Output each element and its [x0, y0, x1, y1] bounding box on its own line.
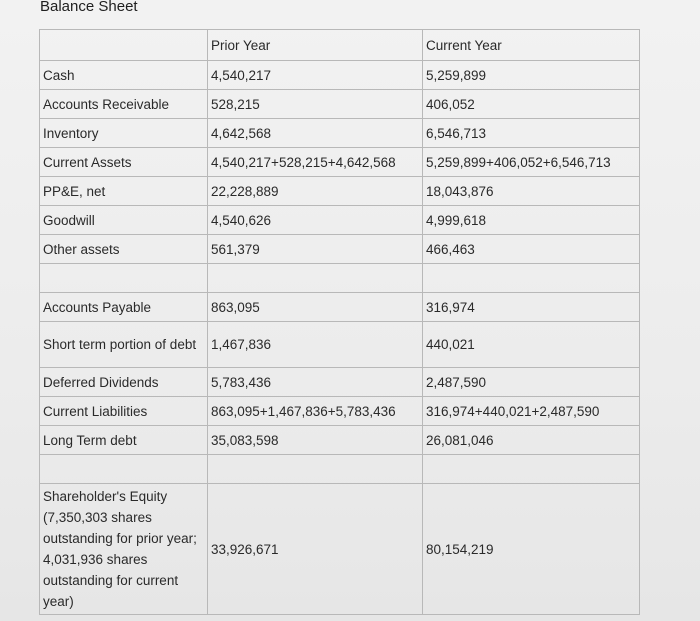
row-label: Current Assets — [40, 148, 208, 177]
table-row — [40, 90, 640, 119]
blank-cell — [423, 455, 640, 484]
prior-year-value: 35,083,598 — [208, 426, 423, 455]
table-row — [40, 484, 640, 615]
row-label: Deferred Dividends — [40, 368, 208, 397]
current-year-value: 26,081,046 — [423, 426, 640, 455]
row-label: Accounts Receivable — [40, 90, 208, 119]
row-label: Inventory — [40, 119, 208, 148]
prior-year-value: 863,095 — [208, 293, 423, 322]
table-row — [40, 322, 640, 368]
table-row — [40, 293, 640, 322]
prior-year-value: 863,095+1,467,836+5,783,436 — [208, 397, 423, 426]
row-label: Short term portion of debt — [40, 322, 208, 368]
blank-cell — [40, 455, 208, 484]
current-year-value: 4,999,618 — [423, 206, 640, 235]
table-row — [40, 368, 640, 397]
prior-year-value: 4,540,217+528,215+4,642,568 — [208, 148, 423, 177]
current-year-value: 466,463 — [423, 235, 640, 264]
blank-cell — [423, 264, 640, 293]
row-label: Accounts Payable — [40, 293, 208, 322]
row-label: Other assets — [40, 235, 208, 264]
blank-cell — [208, 264, 423, 293]
current-year-value: 6,546,713 — [423, 119, 640, 148]
blank-cell — [208, 455, 423, 484]
prior-year-value: 33,926,671 — [208, 484, 423, 615]
table-row — [40, 61, 640, 90]
current-year-value: 440,021 — [423, 322, 640, 368]
row-label: Long Term debt — [40, 426, 208, 455]
page-title: Balance Sheet — [40, 0, 138, 15]
table-row — [40, 206, 640, 235]
blank-cell — [40, 264, 208, 293]
row-label: Cash — [40, 61, 208, 90]
current-year-value: 406,052 — [423, 90, 640, 119]
current-year-value: 80,154,219 — [423, 484, 640, 615]
table-row — [40, 177, 640, 206]
table-row — [40, 397, 640, 426]
table-row — [40, 148, 640, 177]
current-year-value: 5,259,899+406,052+6,546,713 — [423, 148, 640, 177]
current-year-value: 316,974+440,021+2,487,590 — [423, 397, 640, 426]
prior-year-value: 1,467,836 — [208, 322, 423, 368]
current-year-value: 316,974 — [423, 293, 640, 322]
prior-year-value: 4,642,568 — [208, 119, 423, 148]
prior-year-value: 561,379 — [208, 235, 423, 264]
current-year-value: 18,043,876 — [423, 177, 640, 206]
table-row — [40, 235, 640, 264]
header-prior-year: Prior Year — [208, 30, 423, 61]
current-year-value: 5,259,899 — [423, 61, 640, 90]
table-row — [40, 426, 640, 455]
prior-year-value: 22,228,889 — [208, 177, 423, 206]
blank-row — [40, 455, 640, 484]
row-label: PP&E, net — [40, 177, 208, 206]
table-row — [40, 119, 640, 148]
row-label: Shareholder's Equity (7,350,303 shares outstanding for prior year; 4,031,936 shares outstanding for current year) — [40, 484, 208, 615]
header-row — [40, 30, 640, 61]
prior-year-value: 528,215 — [208, 90, 423, 119]
row-label: Current Liabilities — [40, 397, 208, 426]
prior-year-value: 4,540,217 — [208, 61, 423, 90]
header-label-cell — [40, 30, 208, 61]
prior-year-value: 4,540,626 — [208, 206, 423, 235]
prior-year-value: 5,783,436 — [208, 368, 423, 397]
blank-row — [40, 264, 640, 293]
balance-sheet-table — [39, 29, 640, 615]
current-year-value: 2,487,590 — [423, 368, 640, 397]
header-current-year: Current Year — [423, 30, 640, 61]
row-label: Goodwill — [40, 206, 208, 235]
